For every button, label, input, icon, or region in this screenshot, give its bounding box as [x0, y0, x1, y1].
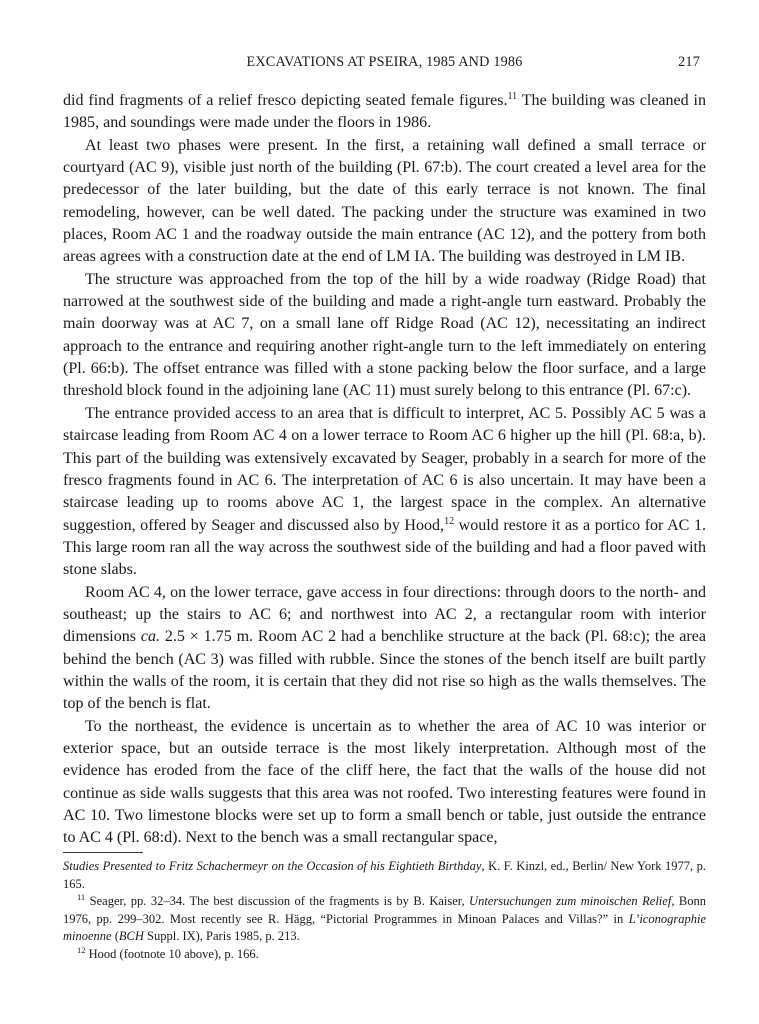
paragraph-4-text: The entrance provided access to an area that is difficult to interpret, AC 5. Possibly AC 5 was a staircase leading from Room AC 4 on a lower terrace to Room AC 6 higher up the hill (Pl. 68:a, b). This part of the building was extensively excavated by Seager, probably in a search for more of the fresco fragments found in AC 6. The interpretation of AC 6 is also uncertain. It may have been a staircase leading up to rooms above AC 1, the largest space in the complex. An alternative suggestion, offered by Seager and discussed also by Hood, [63, 404, 706, 534]
footnote-11-text-a: Seager, pp. 32–34. The best discussion of the fragments is by B. Kaiser, [85, 894, 470, 908]
running-title: EXCAVATIONS AT PSEIRA, 1985 AND 1986 [246, 54, 523, 70]
footnote-12-number: 12 [77, 944, 86, 955]
footnote-11-title-3: BCH [118, 929, 144, 943]
footnote-11 [63, 893, 706, 946]
footnote-11-text-c: ( [111, 929, 119, 943]
footnote-12-text: Hood (footnote 10 above), p. 166. [85, 946, 259, 961]
paragraph-5 [63, 582, 706, 716]
body-text [63, 90, 706, 850]
paragraph-2: At least two phases were present. In the first, a retaining wall defined a small terrace or courtyard (AC 9), visible just north of the building (Pl. 67:b). The court created a level area for the predecessor of the later building, but the date of this early terrace is not known. The final remodeling, however, can be well dated. The packing under the structure was examined in two places, Room AC 1 and the roadway outside the main entrance (AC 12), and the pottery from both areas agrees with a construction date at the end of LM IA. The building was destroyed in LM IB. [63, 136, 706, 266]
paragraph-6: To the northeast, the evidence is uncertain as to whether the area of AC 10 was interior or exterior space, but an outside terrace is the most likely interpretation. Although most of the evidence has eroded from the face of the cliff here, the fact that the walls of the house did not continue as side walls suggests that this area was not roofed. Two interesting features were found in AC 10. Two limestone blocks were set up to form a small bench or table, just outside the entrance to AC 4 (Pl. 68:d). Next to the bench was a small rectangular space, [63, 717, 706, 847]
footnote-ref-11[interactable]: 11 [507, 91, 518, 102]
paragraph-1-text: did find fragments of a relief fresco depicting seated female figures. [63, 92, 508, 109]
paragraph-5-text-b: 2.5 × 1.75 m. Room AC 2 had a benchlike structure at the back (Pl. 68:c); the area behind the bench (AC 3) was filled with rubble. Since the stones of the bench itself are built partly within the walls of the room, it is certain that they did not rise so high as the walls themselves. The top of the bench is flat. [63, 628, 706, 713]
paragraph-4-tail: would restore it as a portico for AC 1. This large room ran all the way across the southwest side of the building and had a floor paved with stone slabs. [63, 516, 706, 579]
footnotes [63, 858, 706, 963]
footnote-11-number: 11 [77, 892, 86, 902]
footnote-11-text-d: Suppl. IX), Paris 1985, p. 213. [143, 929, 300, 943]
paragraph-5-ca: ca. [140, 628, 161, 646]
page [63, 54, 706, 850]
footnote-ref-12[interactable]: 12 [444, 515, 455, 527]
paragraph-1-tail: The building was cleaned in 1985, and soundings were made under the floors in 1986. [63, 92, 707, 132]
footnote-11-title-1: Untersuchungen zum minoischen Relief [469, 894, 672, 908]
paragraph-5-text-a: Room AC 4, on the lower terrace, gave access in four directions: through doors to the north- and southeast; up the stairs to AC 6; and northwest into AC 2, a rectangular room with interior dimensions [63, 583, 706, 646]
footnote-rule [63, 852, 143, 853]
footnote-carryover [63, 858, 706, 893]
footnote-carryover-rest: , K. F. Kinzl, ed., Berlin/ New York 1977, p. 165. [63, 859, 706, 891]
paragraph-3: The structure was approached from the top of the hill by a wide roadway (Ridge Road) that narrowed at the southwest side of the building and made a right-angle turn eastward. Probably the main doorway was at AC 7, on a small lane off Ridge Road (AC 12), necessitating an indirect approach to the entrance and requiring another right-angle turn to the left immediately on entering (Pl. 66:b). The offset entrance was filled with a stone packing below the floor surface, and a large threshold block found in the adjoining lane (AC 11) must surely belong to this entrance (Pl. 67:c). [63, 270, 706, 400]
footnote-11-title-2: L’iconographie minoenne [63, 911, 706, 943]
running-head [63, 54, 706, 76]
footnote-carryover-title: Studies Presented to Fritz Schachermeyr on the Occasion of his Eightieth Birthday [63, 859, 482, 873]
paragraph-4 [63, 403, 706, 582]
paragraph-1 [63, 90, 706, 135]
footnote-12 [63, 946, 706, 964]
page-number: 217 [678, 54, 700, 70]
footnote-11-text-b: , Bonn 1976, pp. 299–302. Most recently see R. Hägg, “Pictorial Programmes in Minoan Palaces and Villas?” in [63, 894, 706, 926]
